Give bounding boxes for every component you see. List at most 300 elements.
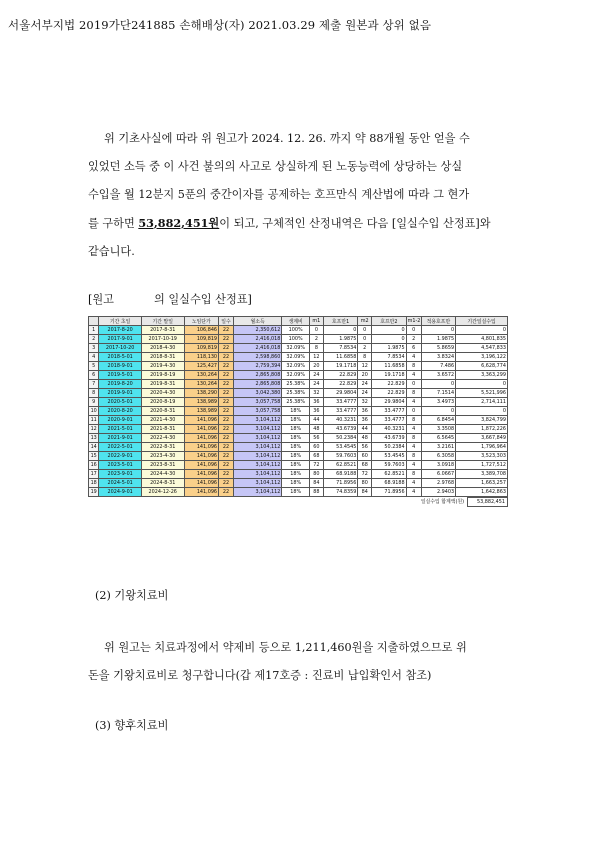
cell-daily-wage: 118,130: [184, 353, 219, 362]
cell-m1: 2: [309, 335, 323, 344]
cell-work-days: 22: [219, 443, 234, 452]
cell-hoffman-1: 33.4777: [323, 407, 358, 416]
table-row: [89, 461, 508, 470]
cell-living-cost-rate: 18%: [282, 416, 310, 425]
header-applied-hoffman: 적용호프만: [421, 317, 456, 326]
intro-line-5: 같습니다.: [88, 245, 135, 258]
cell-index: 3: [89, 344, 99, 353]
table-body: [89, 326, 508, 497]
cell-end-date: 2017-8-31: [141, 326, 184, 335]
cell-applied-hoffman: 2.9768: [421, 479, 456, 488]
table-row: [89, 344, 508, 353]
cell-work-days: 22: [219, 461, 234, 470]
cell-monthly-income: 3,104,112: [234, 488, 282, 497]
table-row: [89, 380, 508, 389]
table-title-right: 의 일실수입 산정표]: [153, 293, 252, 306]
cell-living-cost-rate: 18%: [282, 452, 310, 461]
cell-m1-minus-m2: 4: [406, 371, 421, 380]
cell-end-date: 2024-12-26: [141, 488, 184, 497]
cell-m2: 80: [358, 479, 372, 488]
cell-start-date: 2020-8-20: [99, 407, 142, 416]
cell-hoffman-1: 7.8534: [323, 344, 358, 353]
header-m2: m2: [358, 317, 372, 326]
cell-period-lost-income: 3,824,799: [456, 416, 508, 425]
cell-hoffman-2: 29.9804: [372, 398, 407, 407]
cell-daily-wage: 125,427: [184, 362, 219, 371]
cell-m1: 60: [309, 443, 323, 452]
cell-m2: 12: [358, 362, 372, 371]
cell-work-days: 22: [219, 335, 234, 344]
header-m1: m1: [309, 317, 323, 326]
cell-hoffman-2: 22.829: [372, 389, 407, 398]
section-2-line-2: 돈을 기왕치료비로 청구합니다(갑 제17호증 : 진료비 납입확인서 참조): [88, 669, 432, 682]
cell-living-cost-rate: 18%: [282, 488, 310, 497]
cell-monthly-income: 2,865,808: [234, 371, 282, 380]
cell-monthly-income: 3,104,112: [234, 461, 282, 470]
cell-hoffman-1: 68.9188: [323, 470, 358, 479]
cell-end-date: 2020-4-30: [141, 389, 184, 398]
cell-work-days: 22: [219, 434, 234, 443]
cell-m2: 84: [358, 488, 372, 497]
cell-hoffman-2: 33.4777: [372, 416, 407, 425]
cell-work-days: 22: [219, 452, 234, 461]
cell-end-date: 2019-8-19: [141, 371, 184, 380]
cell-monthly-income: 2,350,612: [234, 326, 282, 335]
cell-m1-minus-m2: 6: [406, 344, 421, 353]
table-row: [89, 371, 508, 380]
cell-end-date: 2022-4-30: [141, 434, 184, 443]
cell-start-date: 2024-5-01: [99, 479, 142, 488]
table-row: [89, 362, 508, 371]
cell-start-date: 2024-9-01: [99, 488, 142, 497]
cell-work-days: 22: [219, 479, 234, 488]
cell-living-cost-rate: 18%: [282, 425, 310, 434]
cell-work-days: 22: [219, 326, 234, 335]
cell-end-date: 2018-4-30: [141, 344, 184, 353]
cell-index: 9: [89, 398, 99, 407]
cell-daily-wage: 138,290: [184, 389, 219, 398]
cell-daily-wage: 141,096: [184, 416, 219, 425]
cell-living-cost-rate: 25.38%: [282, 398, 310, 407]
cell-end-date: 2020-8-31: [141, 407, 184, 416]
cell-m1-minus-m2: 8: [406, 389, 421, 398]
section-2-line-1: 위 원고는 치료과정에서 약제비 등으로 1,211,460원을 지출하였으므로 위: [104, 641, 467, 654]
cell-monthly-income: 2,416,018: [234, 344, 282, 353]
cell-period-lost-income: 1,642,863: [456, 488, 508, 497]
cell-m2: 60: [358, 452, 372, 461]
cell-start-date: 2021-5-01: [99, 425, 142, 434]
cell-m1-minus-m2: 4: [406, 425, 421, 434]
cell-daily-wage: 141,096: [184, 452, 219, 461]
cell-period-lost-income: 2,714,111: [456, 398, 508, 407]
cell-end-date: 2019-4-30: [141, 362, 184, 371]
cell-hoffman-1: 40.3231: [323, 416, 358, 425]
header-living-cost-rate: 생계비: [282, 317, 310, 326]
cell-monthly-income: 3,057,758: [234, 398, 282, 407]
cell-living-cost-rate: 18%: [282, 434, 310, 443]
cell-m1-minus-m2: 4: [406, 353, 421, 362]
cell-m1-minus-m2: 2: [406, 335, 421, 344]
cell-period-lost-income: 3,363,299: [456, 371, 508, 380]
cell-index: 19: [89, 488, 99, 497]
cell-m2: 0: [358, 335, 372, 344]
cell-index: 12: [89, 425, 99, 434]
header-work-days: 일수: [219, 317, 234, 326]
intro-line-4: [88, 209, 513, 238]
cell-index: 2: [89, 335, 99, 344]
header-hoffman-2: 호프만2: [372, 317, 407, 326]
cell-m2: 56: [358, 443, 372, 452]
cell-daily-wage: 109,819: [184, 344, 219, 353]
table-row: [89, 443, 508, 452]
cell-m2: 68: [358, 461, 372, 470]
cell-index: 13: [89, 434, 99, 443]
cell-hoffman-1: 50.2384: [323, 434, 358, 443]
cell-end-date: 2020-8-19: [141, 398, 184, 407]
cell-m1-minus-m2: 4: [406, 488, 421, 497]
cell-start-date: 2022-9-01: [99, 452, 142, 461]
table-row: [89, 335, 508, 344]
cell-m1-minus-m2: 8: [406, 452, 421, 461]
cell-monthly-income: 3,104,112: [234, 416, 282, 425]
header-period-lost-income: 기간일실수입: [456, 317, 508, 326]
cell-end-date: 2021-4-30: [141, 416, 184, 425]
cell-applied-hoffman: 3.0918: [421, 461, 456, 470]
cell-m1: 84: [309, 479, 323, 488]
cell-work-days: 22: [219, 470, 234, 479]
cell-period-lost-income: 4,547,833: [456, 344, 508, 353]
header-monthly-income: 월소득: [234, 317, 282, 326]
cell-end-date: 2024-4-30: [141, 470, 184, 479]
intro-line-1: 위 기초사실에 따라 위 원고가 2024. 12. 26. 까지 약 88개월 동안 얻을 수: [104, 132, 470, 145]
cell-daily-wage: 106,846: [184, 326, 219, 335]
cell-index: 7: [89, 380, 99, 389]
table-row: [89, 326, 508, 335]
cell-daily-wage: 141,096: [184, 461, 219, 470]
cell-applied-hoffman: 3.4973: [421, 398, 456, 407]
cell-applied-hoffman: 7.486: [421, 362, 456, 371]
cell-index: 16: [89, 461, 99, 470]
cell-m1-minus-m2: 8: [406, 434, 421, 443]
cell-m1: 72: [309, 461, 323, 470]
cell-period-lost-income: 1,663,257: [456, 479, 508, 488]
cell-index: 6: [89, 371, 99, 380]
cell-monthly-income: 3,057,758: [234, 407, 282, 416]
cell-m1: 88: [309, 488, 323, 497]
cell-m1: 20: [309, 362, 323, 371]
cell-start-date: 2019-8-20: [99, 380, 142, 389]
cell-end-date: 2023-4-30: [141, 452, 184, 461]
cell-applied-hoffman: 2.9403: [421, 488, 456, 497]
cell-end-date: 2019-8-31: [141, 380, 184, 389]
cell-applied-hoffman: 1.9875: [421, 335, 456, 344]
cell-m2: 2: [358, 344, 372, 353]
cell-m1-minus-m2: 8: [406, 362, 421, 371]
cell-work-days: 22: [219, 353, 234, 362]
cell-m1-minus-m2: 4: [406, 398, 421, 407]
cell-hoffman-2: 0: [372, 326, 407, 335]
cell-end-date: 2021-8-31: [141, 425, 184, 434]
lost-income-table: [88, 316, 508, 497]
cell-m1: 32: [309, 389, 323, 398]
cell-living-cost-rate: 25.38%: [282, 389, 310, 398]
table-row: [89, 407, 508, 416]
section-3-title: (3) 향후치료비: [95, 719, 169, 732]
cell-hoffman-2: 53.4545: [372, 452, 407, 461]
cell-period-lost-income: 3,667,849: [456, 434, 508, 443]
cell-index: 8: [89, 389, 99, 398]
cell-applied-hoffman: 3.3508: [421, 425, 456, 434]
cell-period-lost-income: 1,872,226: [456, 425, 508, 434]
cell-m1-minus-m2: 4: [406, 461, 421, 470]
cell-monthly-income: 2,865,808: [234, 380, 282, 389]
cell-m1: 8: [309, 344, 323, 353]
cell-daily-wage: 141,096: [184, 443, 219, 452]
lost-income-table-wrap: [88, 316, 508, 507]
cell-m2: 20: [358, 371, 372, 380]
cell-living-cost-rate: 100%: [282, 326, 310, 335]
header-hoffman-1: 호프만1: [323, 317, 358, 326]
cell-end-date: 2017-10-19: [141, 335, 184, 344]
header-start-date: 기간 초일: [99, 317, 142, 326]
table-row: [89, 389, 508, 398]
table-row: [89, 425, 508, 434]
cell-monthly-income: 2,759,394: [234, 362, 282, 371]
cell-hoffman-2: 68.9188: [372, 479, 407, 488]
cell-monthly-income: 3,042,380: [234, 389, 282, 398]
cell-m1-minus-m2: 8: [406, 470, 421, 479]
total-label: 일실수입 합계액(원): [420, 499, 464, 505]
cell-m1: 24: [309, 380, 323, 389]
header-index: [89, 317, 99, 326]
table-title: [88, 291, 252, 307]
cell-start-date: 2023-9-01: [99, 470, 142, 479]
cell-hoffman-1: 71.8956: [323, 479, 358, 488]
cell-m1-minus-m2: 0: [406, 407, 421, 416]
cell-monthly-income: 3,104,112: [234, 425, 282, 434]
table-row: [89, 416, 508, 425]
cell-index: 17: [89, 470, 99, 479]
cell-work-days: 22: [219, 380, 234, 389]
cell-start-date: 2020-5-01: [99, 398, 142, 407]
cell-daily-wage: 138,989: [184, 398, 219, 407]
cell-m1: 68: [309, 452, 323, 461]
cell-hoffman-1: 62.8521: [323, 461, 358, 470]
table-row: [89, 452, 508, 461]
cell-start-date: 2017-8-20: [99, 326, 142, 335]
cell-living-cost-rate: 18%: [282, 443, 310, 452]
cell-period-lost-income: 0: [456, 407, 508, 416]
cell-monthly-income: 3,104,112: [234, 452, 282, 461]
cell-living-cost-rate: 18%: [282, 407, 310, 416]
cell-index: 1: [89, 326, 99, 335]
cell-applied-hoffman: 0: [421, 407, 456, 416]
cell-hoffman-1: 33.4777: [323, 398, 358, 407]
cell-work-days: 22: [219, 362, 234, 371]
cell-hoffman-1: 1.9875: [323, 335, 358, 344]
table-row: [89, 479, 508, 488]
cell-daily-wage: 138,989: [184, 407, 219, 416]
cell-m1-minus-m2: 0: [406, 326, 421, 335]
cell-hoffman-2: 50.2384: [372, 443, 407, 452]
cell-hoffman-2: 71.8956: [372, 488, 407, 497]
cell-work-days: 22: [219, 488, 234, 497]
cell-end-date: 2022-8-31: [141, 443, 184, 452]
cell-applied-hoffman: 6.0667: [421, 470, 456, 479]
cell-m2: 8: [358, 353, 372, 362]
cell-daily-wage: 130,264: [184, 371, 219, 380]
cell-m1: 0: [309, 326, 323, 335]
cell-start-date: 2021-9-01: [99, 434, 142, 443]
cell-m1: 44: [309, 416, 323, 425]
cell-daily-wage: 141,096: [184, 479, 219, 488]
section-2-body: [88, 634, 513, 690]
cell-living-cost-rate: 32.09%: [282, 362, 310, 371]
cell-applied-hoffman: 0: [421, 380, 456, 389]
cell-m1: 12: [309, 353, 323, 362]
cell-period-lost-income: 3,196,122: [456, 353, 508, 362]
cell-applied-hoffman: 5.8659: [421, 344, 456, 353]
cell-period-lost-income: 0: [456, 326, 508, 335]
intro-line-4-pre: 를 구하면: [88, 217, 139, 230]
cell-hoffman-2: 40.3231: [372, 425, 407, 434]
cell-hoffman-1: 22.829: [323, 371, 358, 380]
intro-line-3: 수입을 월 12분지 5푼의 중간이자를 공제하는 호프만식 계산법에 따라 그 현가: [88, 188, 470, 201]
cell-daily-wage: 141,096: [184, 434, 219, 443]
cell-start-date: 2022-5-01: [99, 443, 142, 452]
cell-hoffman-2: 0: [372, 335, 407, 344]
cell-hoffman-2: 33.4777: [372, 407, 407, 416]
cell-m1: 36: [309, 407, 323, 416]
cell-daily-wage: 141,096: [184, 425, 219, 434]
cell-work-days: 22: [219, 344, 234, 353]
cell-end-date: 2023-8-31: [141, 461, 184, 470]
cell-monthly-income: 2,598,860: [234, 353, 282, 362]
intro-line-2: 있었던 소득 중 이 사건 불의의 사고로 상실하게 된 노동능력에 상당하는 상실: [88, 160, 463, 173]
cell-applied-hoffman: 7.1514: [421, 389, 456, 398]
cell-applied-hoffman: 3.8324: [421, 353, 456, 362]
cell-m1-minus-m2: 4: [406, 443, 421, 452]
cell-index: 10: [89, 407, 99, 416]
table-row: [89, 398, 508, 407]
cell-hoffman-1: 53.4545: [323, 443, 358, 452]
cell-monthly-income: 3,104,112: [234, 479, 282, 488]
cell-m2: 36: [358, 416, 372, 425]
cell-hoffman-1: 19.1718: [323, 362, 358, 371]
cell-hoffman-2: 59.7603: [372, 461, 407, 470]
intro-line-4-post: 이 되고, 구체적인 산정내역은 다음 [일실수입 산정표]와: [219, 217, 491, 230]
cell-work-days: 22: [219, 389, 234, 398]
cell-m2: 0: [358, 326, 372, 335]
cell-start-date: 2018-5-01: [99, 353, 142, 362]
cell-m1: 80: [309, 470, 323, 479]
cell-m2: 32: [358, 398, 372, 407]
cell-monthly-income: 3,104,112: [234, 434, 282, 443]
cell-period-lost-income: 0: [456, 380, 508, 389]
cell-hoffman-2: 11.6858: [372, 362, 407, 371]
cell-m2: 24: [358, 389, 372, 398]
header-end-date: 기간 말일: [141, 317, 184, 326]
cell-m1: 48: [309, 425, 323, 434]
cell-m1: 36: [309, 398, 323, 407]
cell-index: 15: [89, 452, 99, 461]
cell-work-days: 22: [219, 407, 234, 416]
cell-daily-wage: 130,264: [184, 380, 219, 389]
cell-m2: 48: [358, 434, 372, 443]
cell-end-date: 2018-8-31: [141, 353, 184, 362]
cell-living-cost-rate: 25.38%: [282, 380, 310, 389]
cell-applied-hoffman: 3.2161: [421, 443, 456, 452]
cell-work-days: 22: [219, 425, 234, 434]
cell-hoffman-1: 0: [323, 326, 358, 335]
cell-period-lost-income: 5,521,996: [456, 389, 508, 398]
cell-living-cost-rate: 18%: [282, 461, 310, 470]
cell-m2: 24: [358, 380, 372, 389]
cell-hoffman-1: 74.8359: [323, 488, 358, 497]
cell-index: 4: [89, 353, 99, 362]
cell-period-lost-income: 6,628,774: [456, 362, 508, 371]
cell-period-lost-income: 4,801,835: [456, 335, 508, 344]
cell-hoffman-1: 11.6858: [323, 353, 358, 362]
cell-start-date: 2019-5-01: [99, 371, 142, 380]
cell-hoffman-2: 1.9875: [372, 344, 407, 353]
intro-paragraph: [88, 125, 513, 266]
cell-hoffman-2: 7.8534: [372, 353, 407, 362]
cell-m1: 56: [309, 434, 323, 443]
total-value: 53,882,451: [467, 497, 508, 507]
cell-start-date: 2017-10-20: [99, 344, 142, 353]
cell-period-lost-income: 3,523,303: [456, 452, 508, 461]
cell-applied-hoffman: 6.8454: [421, 416, 456, 425]
cell-period-lost-income: 3,389,708: [456, 470, 508, 479]
cell-end-date: 2024-8-31: [141, 479, 184, 488]
cell-hoffman-2: 19.1718: [372, 371, 407, 380]
cell-monthly-income: 2,416,018: [234, 335, 282, 344]
cell-period-lost-income: 1,796,964: [456, 443, 508, 452]
cell-applied-hoffman: 6.5645: [421, 434, 456, 443]
cell-start-date: 2018-9-01: [99, 362, 142, 371]
table-title-left: [원고: [88, 293, 114, 306]
header-m1-minus-m2: m1-2: [407, 318, 421, 324]
table-header-row: [89, 317, 508, 326]
cell-daily-wage: 141,096: [184, 470, 219, 479]
cell-index: 5: [89, 362, 99, 371]
table-row: [89, 353, 508, 362]
cell-index: 18: [89, 479, 99, 488]
cell-start-date: 2017-9-01: [99, 335, 142, 344]
cell-hoffman-2: 43.6739: [372, 434, 407, 443]
cell-living-cost-rate: 32.09%: [282, 353, 310, 362]
cell-m1: 24: [309, 371, 323, 380]
cell-living-cost-rate: 32.09%: [282, 371, 310, 380]
cell-hoffman-1: 59.7603: [323, 452, 358, 461]
cell-index: 14: [89, 443, 99, 452]
cell-monthly-income: 3,104,112: [234, 470, 282, 479]
cell-hoffman-2: 22.829: [372, 380, 407, 389]
cell-work-days: 22: [219, 371, 234, 380]
cell-work-days: 22: [219, 398, 234, 407]
lost-income-total-amount: 53,882,451원: [138, 216, 220, 230]
cell-hoffman-2: 62.8521: [372, 470, 407, 479]
document-header: 서울서부지법 2019가단241885 손해배상(자) 2021.03.29 제출 원본과 상위 없음: [8, 18, 432, 32]
cell-m1-minus-m2: 4: [406, 479, 421, 488]
section-2-title: (2) 기왕치료비: [95, 589, 169, 602]
cell-living-cost-rate: 18%: [282, 470, 310, 479]
header-daily-wage: 노임단가: [184, 317, 219, 326]
cell-hoffman-1: 29.9804: [323, 389, 358, 398]
cell-m2: 72: [358, 470, 372, 479]
cell-daily-wage: 141,096: [184, 488, 219, 497]
